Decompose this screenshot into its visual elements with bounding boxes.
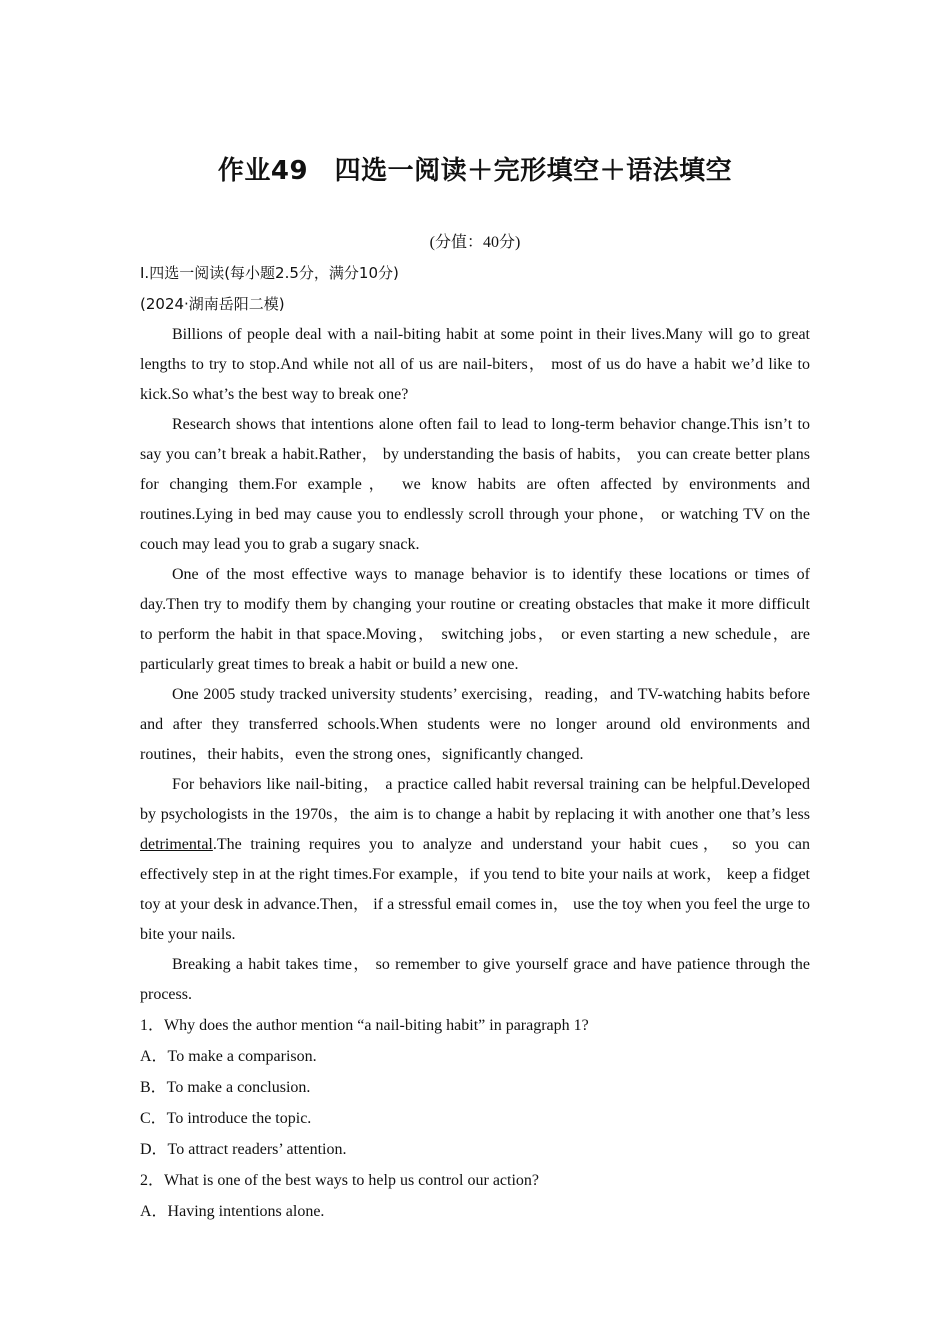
paragraph-6: Breaking a habit takes time， so remember to give yourself grace and have patience through the process.: [140, 956, 810, 1003]
paragraph-3: One of the most effective ways to manage behavior is to identify these locations or times of day.Then try to modify them by changing your routine or creating obstacles that make it more difficult to perform the habit in that space.Moving， switching jobs， or even starting a new schedule，are particularly great times to break a habit or build a new one.: [140, 566, 810, 673]
page-title: 作业49 四选一阅读＋完形填空＋语法填空: [217, 156, 733, 186]
source-line: (2024·湖南岳阳二模): [140, 295, 285, 313]
underlined-word: detrimental: [140, 836, 213, 853]
option-1c: C．To introduce the topic.: [140, 1110, 312, 1127]
option-1b: B．To make a conclusion.: [140, 1079, 311, 1096]
score-info: (分值：40分): [429, 234, 521, 251]
section-note: (每小题2.5分，满分10分): [224, 264, 399, 282]
question-2: 2．What is one of the best ways to help us control our action?: [140, 1172, 540, 1189]
paragraph-5: For behaviors like nail-biting， a practice called habit reversal training can be helpful.Developed by psychologists in the 1970s，the aim is to change a habit by replacing it with another one that’s less detrimental.The training requires you to analyze and understand your habit cues， so you can effectively step in at the right times.For example，if you tend to bite your nails at work， keep a fidget toy at your desk in advance.Then， if a stressful email comes in， use the toy when you feel the urge to bite your nails.: [140, 776, 810, 943]
section-heading: [140, 258, 810, 289]
option-1a: A．To make a comparison.: [140, 1048, 317, 1065]
paragraph-4: One 2005 study tracked university students’ exercising，reading，and TV-watching habits before and after they transferred schools.When students were no longer around old environments and routines，their habits，even the strong ones，significantly changed.: [140, 686, 810, 763]
option-2a: A．Having intentions alone.: [140, 1203, 325, 1220]
section-label: Ⅰ.四选一阅读: [140, 264, 225, 282]
paragraph-2: Research shows that intentions alone often fail to lead to long-term behavior change.This isn’t to say you can’t break a habit.Rather， by understanding the basis of habits， you can create better plans for changing them.For example， we know habits are often affected by environments and routines.Lying in bed may cause you to endlessly scroll through your phone， or watching TV on the couch may lead you to grab a sugary snack.: [140, 416, 811, 553]
document-content: [140, 228, 810, 1227]
paragraph-1: Billions of people deal with a nail-biting habit at some point in their lives.Many will go to great lengths to try to stop.And while not all of us are nail-biters， most of us do have a habit we’d like to kick.So what’s the best way to break one?: [140, 326, 810, 403]
question-1: 1．Why does the author mention “a nail-biting habit” in paragraph 1?: [140, 1017, 589, 1034]
option-1d: D．To attract readers’ attention.: [140, 1141, 347, 1158]
